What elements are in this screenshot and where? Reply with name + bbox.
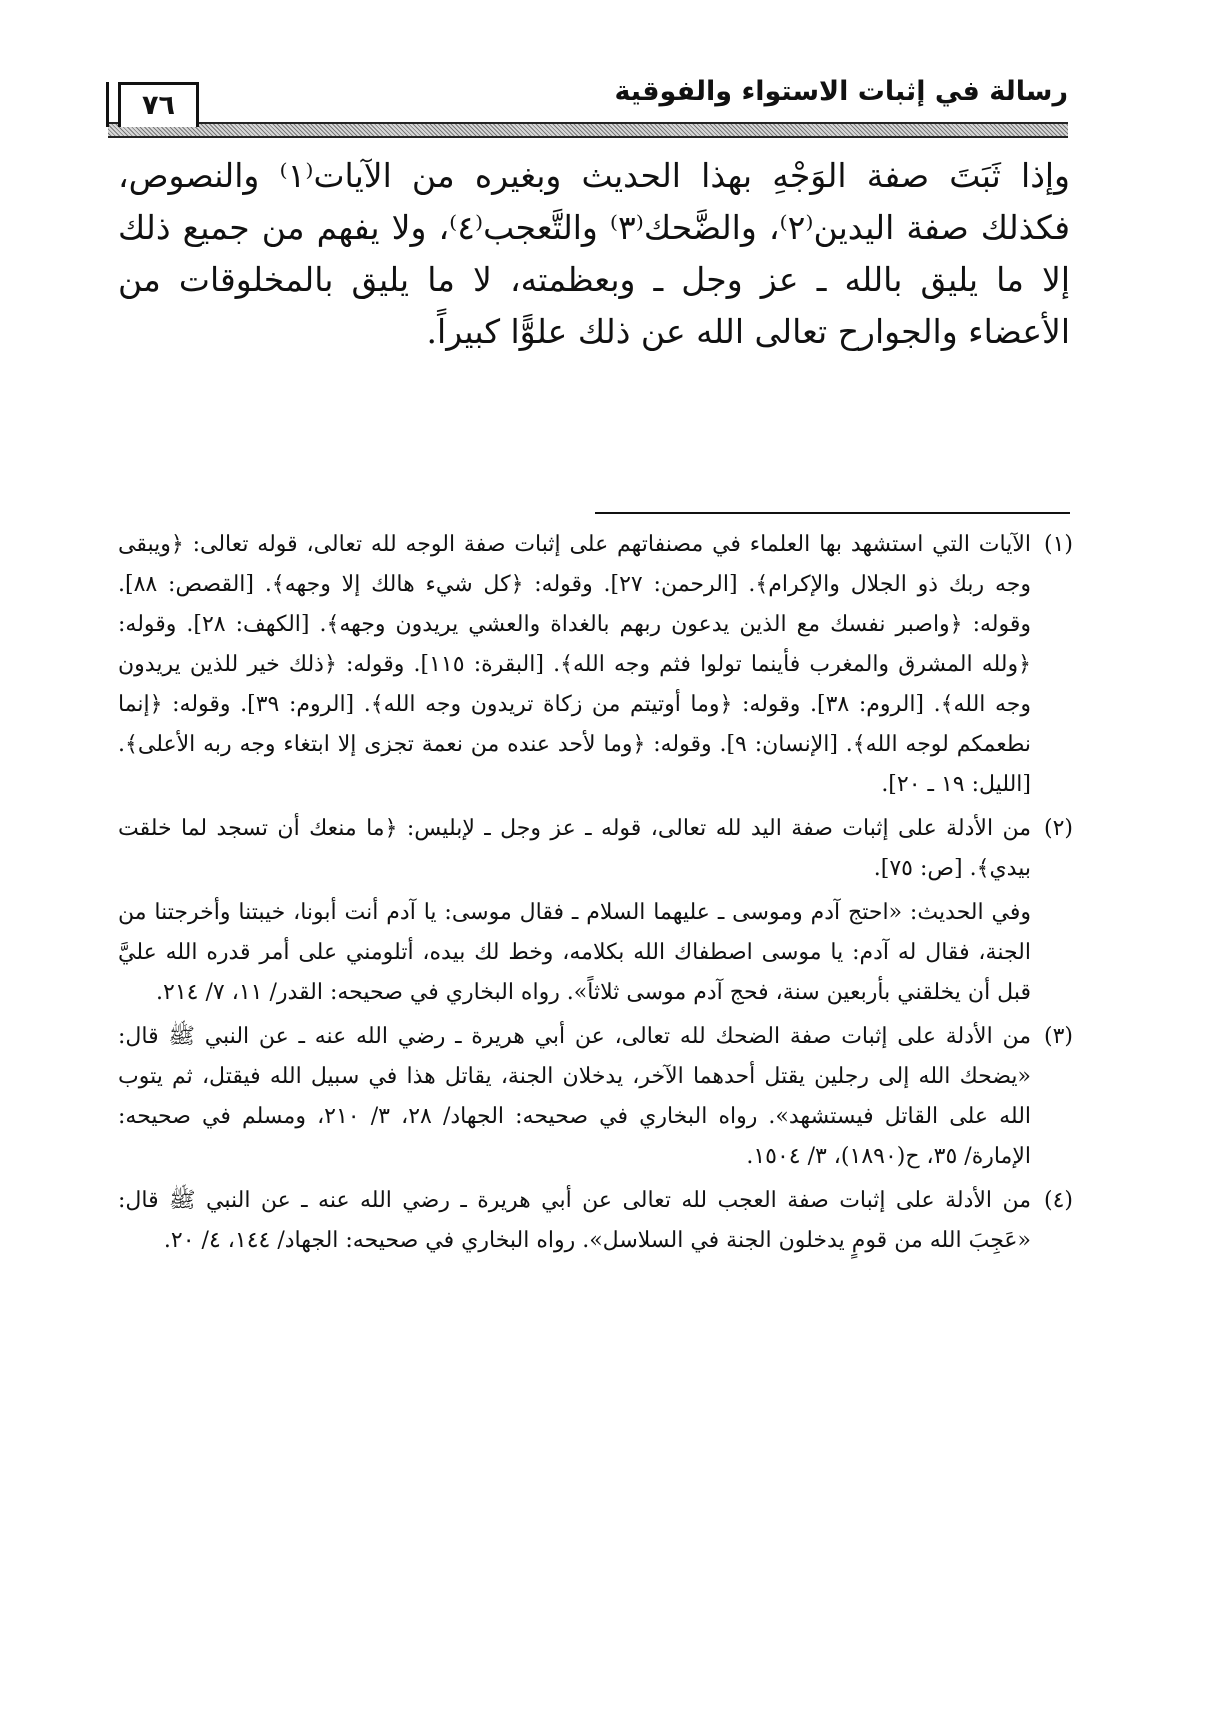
footnote-number: (١) [1043,532,1073,557]
footnote-text: من الأدلة على إثبات صفة اليد لله تعالى، قوله ـ عز وجل ـ لإبليس: ﴿ما منعك أن تسجد لما خلقت بيدي﴾. [ص: ٧٥]. [118,816,1031,881]
footnote-number: (٤) [1043,1188,1073,1213]
footnote-text: من الأدلة على إثبات صفة العجب لله تعالى عن أبي هريرة ـ رضي الله عنه ـ عن النبي ﷺ قال: «عَجِبَ الله من قومٍ يدخلون الجنة في السلاسل». رواه البخاري في صحيحه: الجهاد/ ١٤٤، ٤/ ٢٠. [118,1188,1031,1253]
footnotes [118,525,1073,1265]
footnote-1 [118,525,1073,805]
footnote-text: من الأدلة على إثبات صفة الضحك لله تعالى، عن أبي هريرة ـ رضي الله عنه ـ عن النبي ﷺ قال: «يضحك الله إلى رجلين يقتل أحدهما الآخر، يدخلان الجنة، يقاتل هذا في سبيل الله فيقتل، ثم يتوب الله على القاتل فيستشهد». رواه البخاري في صحيحه: الجهاد/ ٢٨، ٣/ ٢١٠، ومسلم في صحيحه: الإمارة/ ٣٥، ح(١٨٩٠)، ٣/ ١٥٠٤. [118,1024,1032,1169]
main-paragraph: وإذا ثَبَتَ صفة الوَجْهِ بهذا الحديث وبغيره من الآيات⁽١⁾ والنصوص، فكذلك صفة اليدين⁽٢⁾، والضَّحك⁽٣⁾ والتَّعجب⁽٤⁾، ولا يفهم من جميع ذلك إلا ما يليق بالله ـ عز وجل ـ وبعظمته، لا ما يليق بالمخلوقات من الأعضاء والجوارح تعالى الله عن ذلك علوًّا كبيراً. [118,156,1070,351]
page-header [118,70,1068,140]
running-title: رسالة في إثبات الاستواء والفوقية [614,76,1068,107]
footnote-3 [118,1017,1073,1177]
footnote-number: (٣) [1043,1024,1073,1049]
footnote-text: الآيات التي استشهد بها العلماء في مصنفاتهم على إثبات صفة الوجه لله تعالى، قوله تعالى: ﴿ويبقى وجه ربك ذو الجلال والإكرام﴾. [الرحمن: ٢٧]. وقوله: ﴿كل شيء هالك إلا وجهه﴾. [القصص: ٨٨]. وقوله: ﴿واصبر نفسك مع الذين يدعون ربهم بالغداة والعشي يريدون وجهه﴾. [الكهف: ٢٨]. وقوله: ﴿ولله المشرق والمغرب فأينما تولوا فثم وجه الله﴾. [البقرة: ١١٥]. وقوله: ﴿ذلك خير للذين يريدون وجه الله﴾. [الروم: ٣٨]. وقوله: ﴿وما أوتيتم من زكاة تريدون وجه الله﴾. [الروم: ٣٩]. وقوله: ﴿إنما نطعمكم لوجه الله﴾. [الإنسان: ٩]. وقوله: ﴿وما لأحد عنده من نعمة تجزى إلا ابتغاء وجه ربه الأعلى﴾. [الليل: ١٩ ـ ٢٠]. [118,532,1031,797]
footnote-4 [118,1181,1073,1261]
footnote-separator [595,512,1070,514]
footnote-2 [118,809,1073,889]
footnote-number: (٢) [1043,816,1073,841]
main-text [118,150,1070,358]
header-rule-gap [0,122,108,138]
footnote-2-continuation: وفي الحديث: «احتج آدم وموسى ـ عليهما السلام ـ فقال موسى: يا آدم أنت أبونا، خيبتنا وأخرجتنا من الجنة، فقال له آدم: يا موسى اصطفاك الله بكلامه، وخط لك بيده، أتلومني على أمر قدره الله عليَّ قبل أن يخلقني بأربعين سنة، فحج آدم موسى ثلاثاً». رواه البخاري في صحيحه: القدر/ ١١، ٧/ ٢١٤. [118,900,1031,1005]
page-number: ٧٦ [118,82,199,127]
